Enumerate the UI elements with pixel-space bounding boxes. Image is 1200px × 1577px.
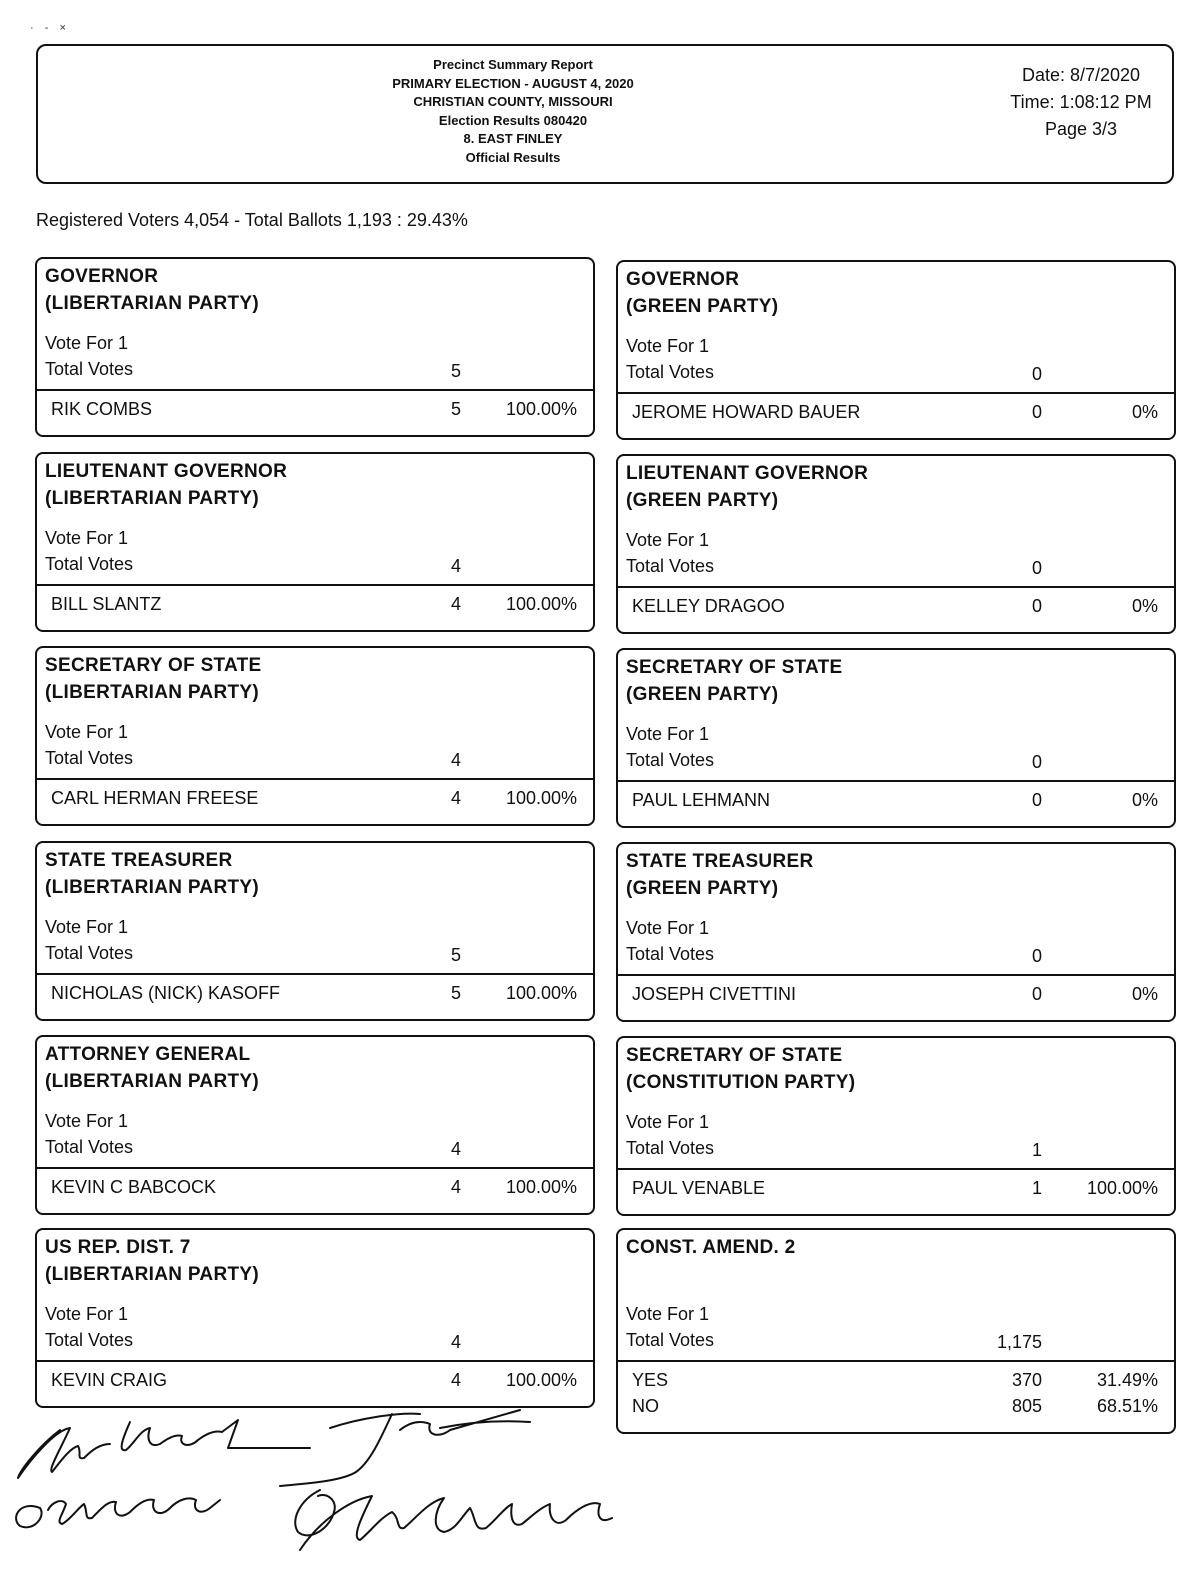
report-date: Date: 8/7/2020 xyxy=(1021,65,1141,85)
total-votes-value: 5 xyxy=(450,945,461,965)
candidate-row xyxy=(51,788,577,814)
contest-office: LIEUTENANT GOVERNOR xyxy=(45,461,288,482)
report-header xyxy=(36,44,1174,184)
contest-box xyxy=(35,452,595,632)
signatures xyxy=(0,1400,640,1577)
total-votes-value: 0 xyxy=(1031,946,1042,966)
contest-office: LIEUTENANT GOVERNOR xyxy=(626,463,869,484)
candidate-percent: 100.00% xyxy=(505,1370,577,1390)
candidate-row xyxy=(632,984,1158,1010)
contest-title xyxy=(45,652,262,706)
divider xyxy=(37,584,593,586)
divider xyxy=(37,1360,593,1362)
divider xyxy=(37,973,593,975)
contest-box xyxy=(35,257,595,437)
total-votes-label: Total Votes xyxy=(45,943,134,963)
contest-office: SECRETARY OF STATE xyxy=(626,1045,843,1066)
contest-party: (LIBERTARIAN PARTY) xyxy=(45,293,259,314)
divider xyxy=(618,974,1174,976)
contest-office: US REP. DIST. 7 xyxy=(45,1237,191,1258)
vote-for-label: Vote For 1 xyxy=(45,528,129,548)
contest-party: (LIBERTARIAN PARTY) xyxy=(45,488,259,509)
contest-office: SECRETARY OF STATE xyxy=(626,657,843,678)
county-name: CHRISTIAN COUNTY, MISSOURI xyxy=(413,94,613,109)
divider xyxy=(618,780,1174,782)
contest-office: STATE TREASURER xyxy=(45,850,233,871)
contest-office: STATE TREASURER xyxy=(626,851,814,872)
signature-1 xyxy=(18,1420,310,1478)
candidate-row xyxy=(632,596,1158,622)
scan-marks: · ‑ × xyxy=(30,22,70,34)
election-name: PRIMARY ELECTION - AUGUST 4, 2020 xyxy=(392,75,634,91)
contest-party: (GREEN PARTY) xyxy=(626,684,779,705)
total-votes-label: Total Votes xyxy=(45,1330,134,1350)
candidate-name: CARL HERMAN FREESE xyxy=(51,788,259,808)
contest-box xyxy=(35,1035,595,1215)
divider xyxy=(37,778,593,780)
total-votes-label: Total Votes xyxy=(626,556,715,576)
vote-for-label: Vote For 1 xyxy=(626,724,710,744)
contest-title xyxy=(626,654,843,708)
candidate-row xyxy=(632,1396,1158,1422)
candidate-row xyxy=(632,1370,1158,1396)
total-votes-value: 4 xyxy=(450,1139,461,1159)
candidate-votes: 0 xyxy=(1031,596,1042,616)
candidate-row xyxy=(632,1178,1158,1204)
signature-2 xyxy=(280,1410,530,1486)
total-votes-value: 1,175 xyxy=(996,1332,1042,1352)
contest-title xyxy=(626,266,778,320)
contest-office: CONST. AMEND. 2 xyxy=(626,1237,796,1258)
candidate-votes: 5 xyxy=(450,399,461,419)
candidate-name: KEVIN CRAIG xyxy=(51,1370,168,1390)
divider xyxy=(618,586,1174,588)
vote-for-label: Vote For 1 xyxy=(45,917,129,937)
candidate-name: PAUL LEHMANN xyxy=(632,790,771,810)
candidate-name: RIK COMBS xyxy=(51,399,153,419)
candidate-percent: 100.00% xyxy=(505,594,577,614)
contest-box xyxy=(616,454,1176,634)
results-id: Election Results 080420 xyxy=(438,112,588,128)
total-votes-label: Total Votes xyxy=(626,750,715,770)
contest-box xyxy=(35,646,595,826)
candidate-percent: 0% xyxy=(1131,596,1158,616)
contest-box xyxy=(35,841,595,1021)
candidate-percent: 100.00% xyxy=(505,1177,577,1197)
candidate-row xyxy=(51,983,577,1009)
total-votes-value: 1 xyxy=(1031,1140,1042,1160)
candidate-votes: 805 xyxy=(1011,1396,1042,1416)
total-votes-label: Total Votes xyxy=(45,554,134,574)
contest-box xyxy=(616,260,1176,440)
vote-for-label: Vote For 1 xyxy=(626,1304,710,1324)
candidate-votes: 4 xyxy=(450,788,461,808)
contest-title xyxy=(45,847,259,901)
contest-party: (LIBERTARIAN PARTY) xyxy=(45,682,259,703)
divider xyxy=(37,1167,593,1169)
vote-for-label: Vote For 1 xyxy=(45,722,129,742)
contest-box xyxy=(616,1036,1176,1216)
contest-title xyxy=(45,458,287,512)
total-votes-value: 0 xyxy=(1031,752,1042,772)
contest-office: GOVERNOR xyxy=(626,269,740,290)
candidate-name: KELLEY DRAGOO xyxy=(632,596,785,616)
candidate-percent: 0% xyxy=(1131,790,1158,810)
contest-party: (GREEN PARTY) xyxy=(626,490,779,511)
candidate-name: BILL SLANTZ xyxy=(51,594,162,614)
candidate-percent: 31.49% xyxy=(1096,1370,1158,1390)
vote-for-label: Vote For 1 xyxy=(626,530,710,550)
candidate-percent: 100.00% xyxy=(1086,1178,1158,1198)
total-votes-label: Total Votes xyxy=(626,1330,715,1350)
candidate-votes: 1 xyxy=(1031,1178,1042,1198)
candidate-row xyxy=(51,594,577,620)
contest-party: (CONSTITUTION PARTY) xyxy=(626,1072,856,1093)
total-votes-value: 4 xyxy=(450,1332,461,1352)
candidate-row xyxy=(632,402,1158,428)
total-votes-label: Total Votes xyxy=(626,944,715,964)
report-title: Precinct Summary Report xyxy=(433,57,593,72)
divider xyxy=(618,1360,1174,1362)
divider xyxy=(37,389,593,391)
vote-for-label: Vote For 1 xyxy=(45,1304,129,1324)
contest-box xyxy=(616,648,1176,828)
contest-title xyxy=(626,460,868,514)
candidate-row xyxy=(51,1177,577,1203)
candidate-name: JOSEPH CIVETTINI xyxy=(632,984,797,1004)
contest-party: (GREEN PARTY) xyxy=(626,878,779,899)
total-votes-value: 0 xyxy=(1031,364,1042,384)
vote-for-label: Vote For 1 xyxy=(626,336,710,356)
report-time: Time: 1:08:12 PM xyxy=(1010,92,1152,112)
total-votes-value: 0 xyxy=(1031,558,1042,578)
candidate-votes: 4 xyxy=(450,594,461,614)
candidate-name: YES xyxy=(632,1370,669,1390)
precinct-name: 8. EAST FINLEY xyxy=(463,131,563,146)
candidate-votes: 370 xyxy=(1011,1370,1042,1390)
divider xyxy=(618,1168,1174,1170)
contest-party: (LIBERTARIAN PARTY) xyxy=(45,1071,259,1092)
total-votes-label: Total Votes xyxy=(45,359,134,379)
candidate-votes: 5 xyxy=(450,983,461,1003)
contest-party: (GREEN PARTY) xyxy=(626,296,779,317)
contest-box xyxy=(616,1228,1176,1434)
signature-3 xyxy=(16,1498,220,1527)
candidate-name: JEROME HOWARD BAUER xyxy=(632,402,861,422)
contest-title xyxy=(626,848,813,902)
contest-office: SECRETARY OF STATE xyxy=(45,655,262,676)
contest-title xyxy=(45,263,259,317)
candidate-percent: 0% xyxy=(1131,984,1158,1004)
contest-box xyxy=(616,842,1176,1022)
candidate-votes: 4 xyxy=(450,1370,461,1390)
header-title-block xyxy=(278,56,748,167)
candidate-name: KEVIN C BABCOCK xyxy=(51,1177,217,1197)
contest-office: GOVERNOR xyxy=(45,266,159,287)
vote-for-label: Vote For 1 xyxy=(45,333,129,353)
contest-title xyxy=(45,1234,259,1288)
registered-voters-line: Registered Voters 4,054 - Total Ballots 1,193 : 29.43% xyxy=(36,210,468,230)
contest-title xyxy=(45,1041,259,1095)
header-meta xyxy=(996,62,1166,143)
page-number: Page 3/3 xyxy=(1044,119,1118,139)
contest-party: (LIBERTARIAN PARTY) xyxy=(45,877,259,898)
candidate-votes: 0 xyxy=(1031,790,1042,810)
candidate-percent: 100.00% xyxy=(505,983,577,1003)
vote-for-label: Vote For 1 xyxy=(626,1112,710,1132)
candidate-votes: 0 xyxy=(1031,402,1042,422)
results-status: Official Results xyxy=(465,149,561,165)
contest-title xyxy=(626,1042,855,1096)
contest-box xyxy=(35,1228,595,1408)
candidate-name: PAUL VENABLE xyxy=(632,1178,766,1198)
candidate-votes: 0 xyxy=(1031,984,1042,1004)
candidate-row xyxy=(632,790,1158,816)
contest-party: (LIBERTARIAN PARTY) xyxy=(45,1264,259,1285)
total-votes-label: Total Votes xyxy=(626,362,715,382)
candidate-percent: 0% xyxy=(1131,402,1158,422)
candidate-percent: 100.00% xyxy=(505,399,577,419)
total-votes-label: Total Votes xyxy=(45,748,134,768)
vote-for-label: Vote For 1 xyxy=(45,1111,129,1131)
signature-4 xyxy=(295,1490,612,1550)
candidate-row xyxy=(51,399,577,425)
vote-for-label: Vote For 1 xyxy=(626,918,710,938)
total-votes-label: Total Votes xyxy=(45,1137,134,1157)
total-votes-value: 4 xyxy=(450,556,461,576)
candidate-row xyxy=(51,1370,577,1396)
contest-title xyxy=(626,1234,796,1261)
candidate-percent: 68.51% xyxy=(1096,1396,1158,1416)
candidate-name: NICHOLAS (NICK) KASOFF xyxy=(51,983,281,1003)
contest-office: ATTORNEY GENERAL xyxy=(45,1044,251,1065)
candidate-votes: 4 xyxy=(450,1177,461,1197)
total-votes-value: 4 xyxy=(450,750,461,770)
total-votes-value: 5 xyxy=(450,361,461,381)
total-votes-label: Total Votes xyxy=(626,1138,715,1158)
candidate-name: NO xyxy=(632,1396,659,1416)
divider xyxy=(618,392,1174,394)
candidate-percent: 100.00% xyxy=(505,788,577,808)
